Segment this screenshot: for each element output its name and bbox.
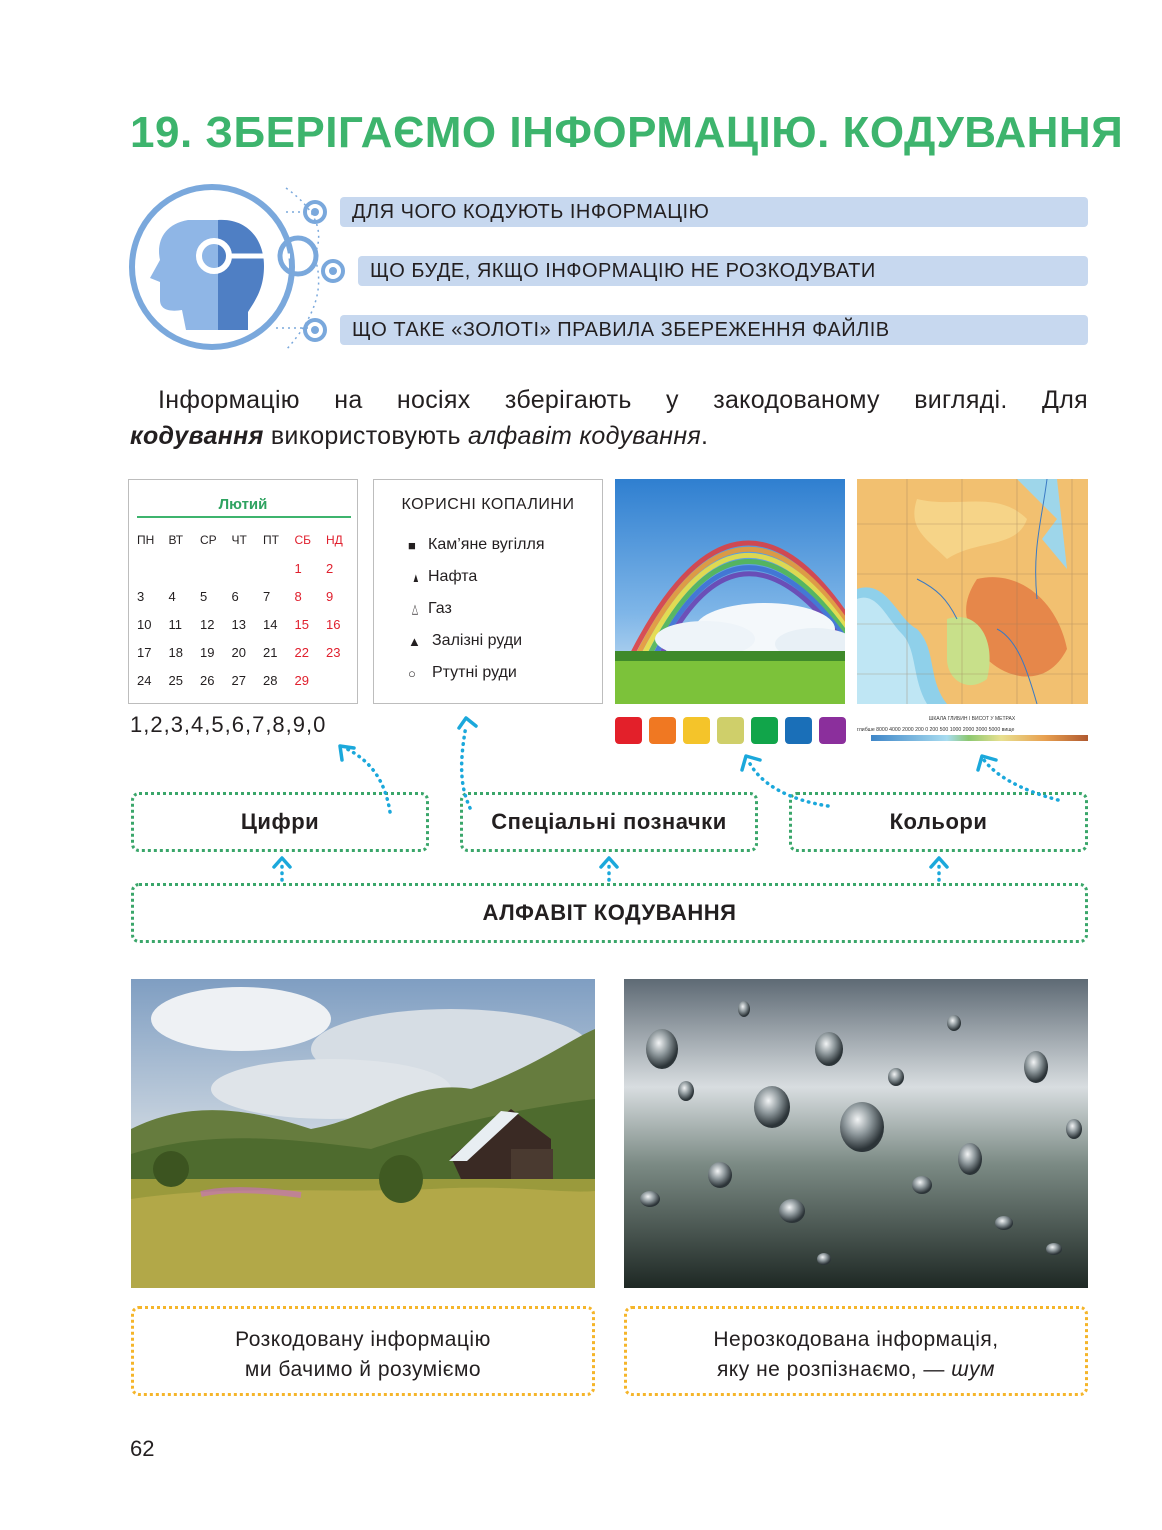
calendar-day: 12 [200, 616, 215, 632]
physical-map-image [857, 479, 1088, 704]
calendar-divider [137, 516, 351, 518]
arrow-head-icon [742, 756, 760, 770]
calendar-day: 18 [168, 644, 183, 660]
filled-triangle-icon: ▲ [408, 633, 421, 649]
color-swatch [717, 717, 744, 744]
calendar-week-row [137, 666, 358, 694]
arrow-head-icon [340, 746, 354, 760]
calendar-week-row [137, 582, 358, 610]
calendar-grid [137, 526, 358, 694]
chevron-up-icon [931, 858, 947, 867]
digits-example: 1,2,3,4,5,6,7,8,9,0 [130, 712, 327, 737]
intro-bold-term: кодування [130, 422, 264, 450]
calendar-week-row [137, 610, 358, 638]
calendar-day: 8 [294, 588, 302, 604]
calendar-day: 1 [294, 560, 302, 576]
color-swatch [649, 717, 676, 744]
topic-link-golden-rules[interactable]: ЩО ТАКЕ «ЗОЛОТІ» ПРАВИЛА ЗБЕРЕЖЕННЯ ФАЙЛІВ [340, 315, 1088, 345]
calendar-day: 7 [263, 588, 271, 604]
calendar-day: 29 [294, 672, 309, 688]
calendar-day: 5 [200, 588, 208, 604]
circle-icon: ○ [408, 665, 416, 681]
calendar-day: 10 [137, 616, 152, 632]
bullet-target-icon [320, 258, 346, 284]
calendar-day: 22 [294, 644, 309, 660]
decoded-caption-line-2: ми бачимо й розуміємо [244, 1358, 482, 1381]
calendar-weekday: ВТ [168, 533, 184, 547]
decoded-caption-line-1: Розкодовану інформацію [235, 1328, 491, 1351]
calendar-day: 11 [168, 616, 182, 632]
calendar-day: 23 [326, 644, 341, 660]
calendar-day: 15 [294, 616, 309, 632]
calendar-card [128, 479, 358, 704]
mineral-item-gas [408, 600, 452, 618]
intro-paragraph [130, 382, 1088, 454]
raindrops-image [624, 979, 1088, 1288]
calendar-day: 17 [137, 644, 152, 660]
page-title: 19. ЗБЕРІГАЄМО ІНФОРМАЦІЮ. КОДУВАННЯ [130, 108, 1124, 157]
mineral-label: Нафта [428, 568, 478, 585]
mineral-label: Залізні руди [432, 632, 523, 649]
noise-term: шум [951, 1358, 996, 1381]
mineral-label: Ртутні руди [432, 664, 517, 681]
color-swatch [785, 717, 812, 744]
square-icon: ■ [408, 537, 416, 553]
mountain-house-image [131, 979, 595, 1288]
calendar-weekday: ПТ [263, 533, 279, 547]
mineral-item-coal [408, 536, 545, 554]
intro-line-1: Інформацію на носіях зберігають у закодованому вигляді. Для [158, 386, 1088, 414]
calendar-day: 26 [200, 672, 215, 688]
category-special-symbols: Спеціальні позначки [460, 792, 758, 852]
mineral-item-iron [408, 632, 522, 650]
calendar-day: 19 [200, 644, 215, 660]
calendar-day: 2 [326, 560, 334, 576]
mineral-item-oil [408, 568, 477, 586]
calendar-week-row [137, 554, 358, 582]
color-swatch [683, 717, 710, 744]
calendar-day: 21 [263, 644, 278, 660]
noise-caption-line-2: яку не розпізнаємо, — [716, 1358, 952, 1381]
color-swatch [615, 717, 642, 744]
calendar-weekday: СБ [294, 533, 312, 547]
calendar-weekday: ПН [137, 533, 155, 547]
color-swatch [751, 717, 778, 744]
mineral-label: Кам’яне вугілля [428, 536, 545, 553]
calendar-day: 3 [137, 588, 145, 604]
alphabet-box: АЛФАВІТ КОДУВАННЯ [131, 883, 1088, 943]
mineral-label: Газ [428, 600, 452, 617]
topic-link-why-encode[interactable]: ДЛЯ ЧОГО КОДУЮТЬ ІНФОРМАЦІЮ [340, 197, 1088, 227]
color-swatch [819, 717, 846, 744]
decoded-caption-box [131, 1306, 595, 1396]
narrow-triangle-icon: ▲ [412, 569, 420, 585]
calendar-day: 4 [168, 588, 176, 604]
chevron-up-icon [274, 858, 290, 867]
scale-heading: ШКАЛА ГЛИБИН І ВИСОТ У МЕТРАХ [928, 716, 1016, 722]
minerals-title: КОРИСНІ КОПАЛИНИ [401, 496, 575, 513]
arrow-head-icon [459, 718, 476, 728]
page-number: 62 [130, 1436, 155, 1461]
calendar-month: Лютий [218, 496, 268, 513]
calendar-day: 14 [263, 616, 278, 632]
calendar-day: 16 [326, 616, 341, 632]
calendar-day: 13 [231, 616, 246, 632]
outline-triangle-icon: △ [412, 601, 418, 616]
intro-end: . [701, 422, 709, 450]
calendar-day: 27 [231, 672, 246, 688]
noise-caption-line-1: Нерозкодована інформація, [713, 1328, 999, 1351]
calendar-day: 24 [137, 672, 152, 688]
minerals-legend-card [373, 479, 603, 704]
calendar-weekday: НД [326, 533, 343, 547]
bullet-target-icon [302, 199, 328, 225]
calendar-day: 20 [231, 644, 246, 660]
calendar-day: 9 [326, 588, 334, 604]
category-digits: Цифри [131, 792, 429, 852]
bullet-target-icon [302, 317, 328, 343]
elevation-scale [857, 714, 1088, 746]
intro-middle: використовують [263, 422, 469, 450]
calendar-day: 6 [231, 588, 239, 604]
arrow-head-icon [978, 756, 996, 770]
topic-link-not-decoded[interactable]: ЩО БУДЕ, ЯКЩО ІНФОРМАЦІЮ НЕ РОЗКОДУВАТИ [358, 256, 1088, 286]
mineral-item-mercury [408, 664, 517, 682]
calendar-day: 28 [263, 672, 278, 688]
category-colors: Кольори [789, 792, 1088, 852]
rainbow-image [615, 479, 845, 704]
calendar-week-row [137, 638, 358, 666]
scale-values: глибше 8000 4000 2000 200 0 200 500 1000 2000 3000 5000 вище [857, 727, 1015, 733]
intro-italic-term: алфавіт кодування [468, 422, 702, 450]
calendar-weekday: ЧТ [231, 533, 247, 547]
calendar-weekday-row [137, 526, 358, 554]
calendar-day: 25 [168, 672, 183, 688]
chevron-up-icon [601, 858, 617, 867]
calendar-weekday: СР [200, 533, 217, 547]
noise-caption-box [624, 1306, 1088, 1396]
